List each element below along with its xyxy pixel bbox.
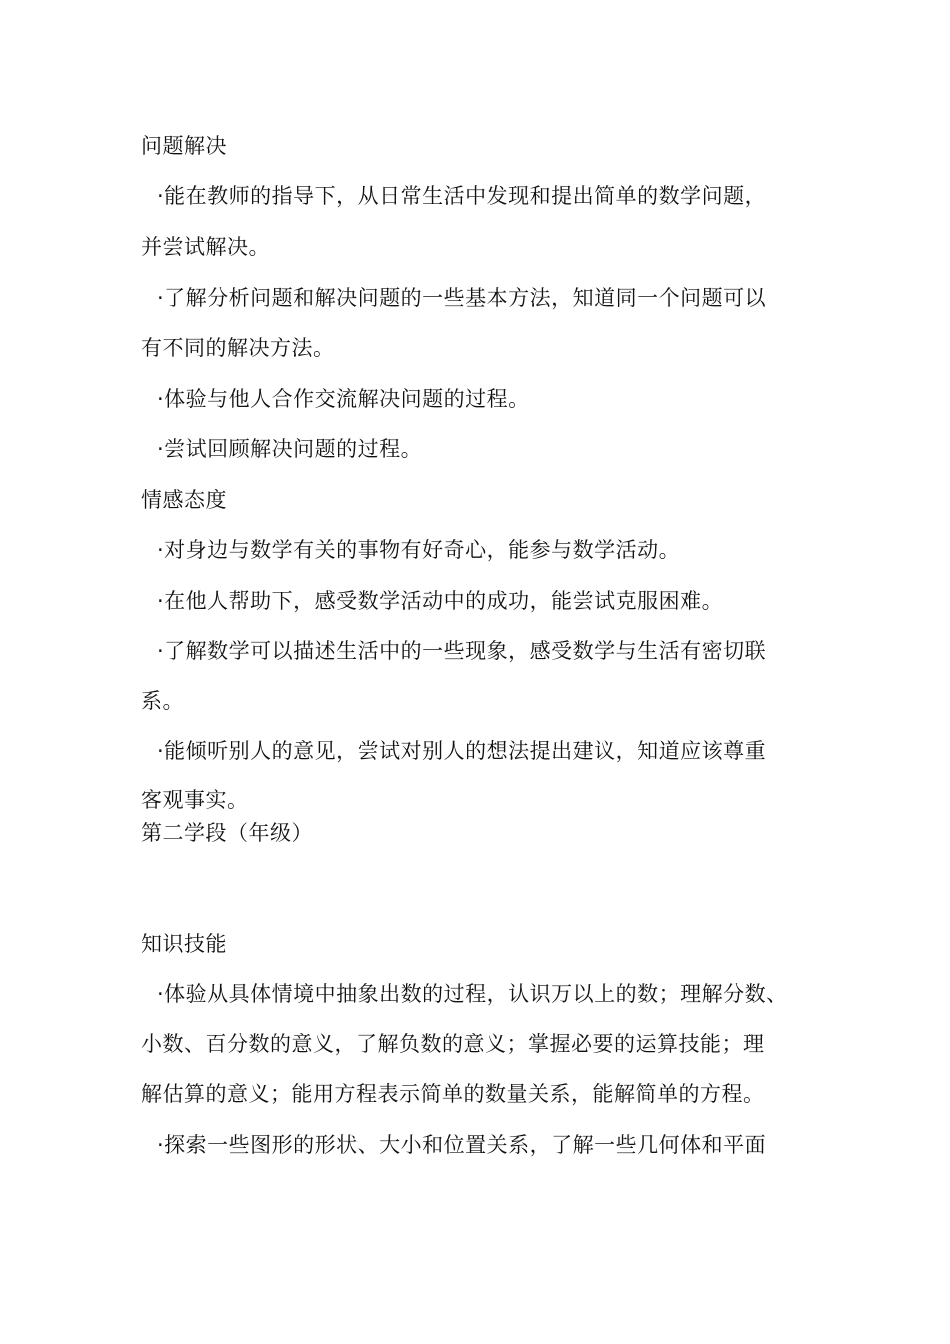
paragraph-line: ·尝试回顾解决问题的过程。: [157, 437, 423, 461]
stage-title: 第二学段（年级）: [141, 821, 313, 845]
section-title-knowledge-skills: 知识技能: [141, 932, 227, 956]
section-title-problem-solving: 问题解决: [141, 134, 227, 158]
paragraph-line: ·体验从具体情境中抽象出数的过程，认识万以上的数；理解分数、: [157, 982, 788, 1006]
paragraph-line: ·体验与他人合作交流解决问题的过程。: [157, 387, 530, 411]
paragraph-line: 有不同的解决方法。: [141, 336, 335, 360]
paragraph-line: ·对身边与数学有关的事物有好奇心，能参与数学活动。: [157, 538, 681, 562]
paragraph-line: ·探索一些图形的形状、大小和位置关系，了解一些几何体和平面: [157, 1133, 767, 1157]
paragraph-line: 系。: [141, 689, 184, 713]
paragraph-line: 解估算的意义；能用方程表示简单的数量关系，能解简单的方程。: [141, 1082, 765, 1106]
paragraph-line: 小数、百分数的意义，了解负数的意义；掌握必要的运算技能；理: [141, 1032, 765, 1056]
paragraph-line: 并尝试解决。: [141, 235, 270, 259]
paragraph-line: ·了解数学可以描述生活中的一些现象，感受数学与生活有密切联: [157, 639, 767, 663]
paragraph-line: ·了解分析问题和解决问题的一些基本方法，知道同一个问题可以: [157, 286, 767, 310]
paragraph-line: ·能倾听别人的意见，尝试对别人的想法提出建议，知道应该尊重: [157, 739, 767, 763]
paragraph-line: ·在他人帮助下，感受数学活动中的成功，能尝试克服困难。: [157, 589, 724, 613]
paragraph-line: 客观事实。: [141, 788, 249, 812]
section-title-attitude: 情感态度: [141, 488, 227, 512]
paragraph-line: ·能在教师的指导下，从日常生活中发现和提出简单的数学问题，: [157, 184, 767, 208]
